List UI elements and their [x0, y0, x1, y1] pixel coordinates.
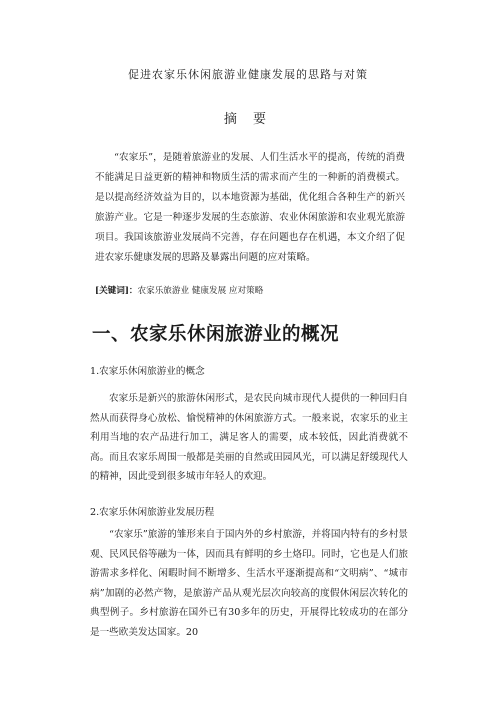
document-title: 促进农家乐休闲旅游业健康发展的思路与对策 [128, 68, 368, 81]
keywords-text: 农家乐旅游业 健康发展 应对策略 [137, 286, 264, 296]
abstract-paragraph: “农家乐”，是随着旅游业的发展、人们生活水平的提高，传统的消费不能满足日益更新的精神和物质生活的需求而产生的一种新的消费模式。是以提高经济效益为目的，以本地资源为基础，优化组合各种生产的新兴旅游产业。它是一种逐步发展的生态旅游、农业休闲旅游和农业观光旅游项目。我国该旅游业发展尚不完善，存在问题也存在机遇，本文介绍了促进农家乐健康发展的思路及暴露出问题的应对策略。 [95, 152, 405, 263]
subsection-heading-2: 2.农家乐休闲旅游业发展历程 [90, 507, 215, 518]
subsection-heading-1: 1.农家乐休闲旅游业的概念 [90, 366, 205, 377]
abstract-heading: 摘 要 [223, 112, 273, 127]
keywords-line [95, 284, 405, 296]
keywords-label: [关键词]： [95, 286, 138, 296]
paragraph-1: 农家乐是新兴的旅游休闲形式，是农民向城市现代人提供的一种回归自然从而获得身心放松、愉悦精神的休闲旅游方式。一般来说，农家乐的业主利用当地的农产品进行加工，满足客人的需要，成本较低，因此消费就不高。而且农家乐周围一般都是美丽的自然或田园风光，可以满足舒缓现代人的精神，因此受到很多城市年轻人的欢迎。 [90, 393, 408, 483]
paragraph-2: “农家乐”旅游的雏形来自于国内外的乡村旅游，并将国内特有的乡村景观、民风民俗等融为一体，因而具有鲜明的乡土烙印。同时，它也是人们旅游需求多样化、闲暇时间不断增多、生活水平逐渐提高和“文明病”、“城市病”加剧的必然产物，是旅游产品从观光层次向较高的度假休闲层次转化的典型例子。乡村旅游在国外已有30多年的历史，开展得比较成功的在部分是一些欧美发达国家。20 [90, 529, 408, 638]
section-heading: 一、农家乐休闲旅游业的概况 [92, 324, 340, 345]
